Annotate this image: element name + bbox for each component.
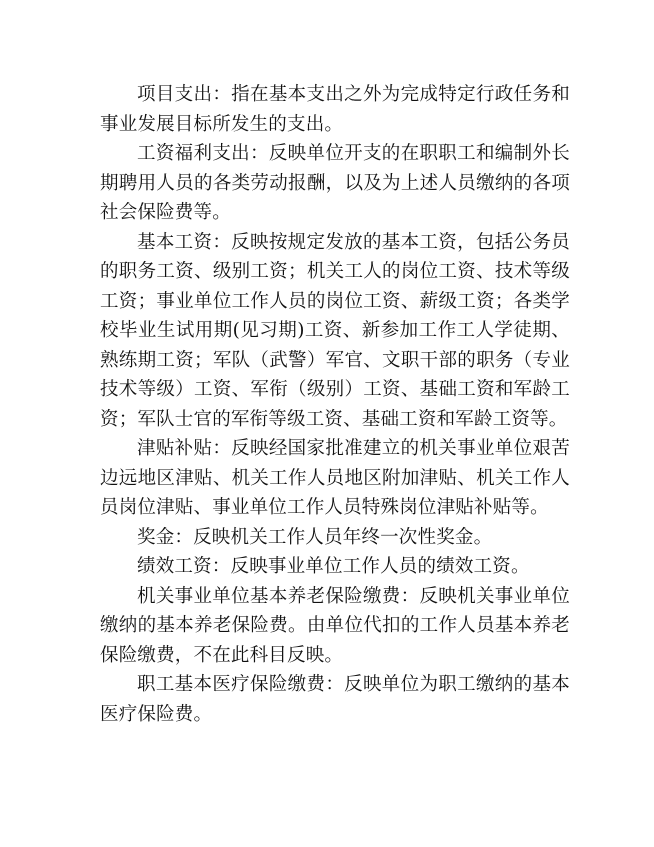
paragraph-wage-welfare-expenditure: 工资福利支出：反映单位开支的在职职工和编制外长期聘用人员的各类劳动报酬，以及为上述人员缴纳的各项社会保险费等。 bbox=[100, 143, 570, 223]
paragraph-performance-wage: 绩效工资：反映事业单位工作人员的绩效工资。 bbox=[137, 556, 530, 577]
document-body bbox=[100, 80, 570, 729]
paragraph-medical-insurance: 职工基本医疗保险缴费：反映单位为职工缴纳的基本医疗保险费。 bbox=[100, 674, 570, 725]
paragraph-allowances-subsidies: 津贴补贴：反映经国家批准建立的机关事业单位艰苦边远地区津贴、机关工作人员地区附加津贴、机关工作人员岗位津贴、事业单位工作人员特殊岗位津贴补贴等。 bbox=[100, 438, 570, 518]
paragraph-pension-insurance: 机关事业单位基本养老保险缴费：反映机关事业单位缴纳的基本养老保险费。由单位代扣的工作人员基本养老保险缴费，不在此科目反映。 bbox=[100, 585, 570, 666]
paragraph-bonus: 奖金：反映机关工作人员年终一次性奖金。 bbox=[137, 526, 493, 548]
paragraph-basic-wage: 基本工资：反映按规定发放的基本工资，包括公务员的职务工资、级别工资；机关工人的岗位工资、技术等级工资；事业单位工作人员的岗位工资、薪级工资；各类学校毕业生试用期(见习期)工资、新参加工作工人学徒期、熟练期工资；军队（武警）军官、文职干部的职务（专业技术等级）工资、军衔（级别）工资、基础工资和军龄工资；军队士官的军衔等级工资、基础工资和军龄工资等。 bbox=[100, 231, 570, 430]
paragraph-project-expenditure: 项目支出：指在基本支出之外为完成特定行政任务和事业发展目标所发生的支出。 bbox=[100, 84, 570, 135]
